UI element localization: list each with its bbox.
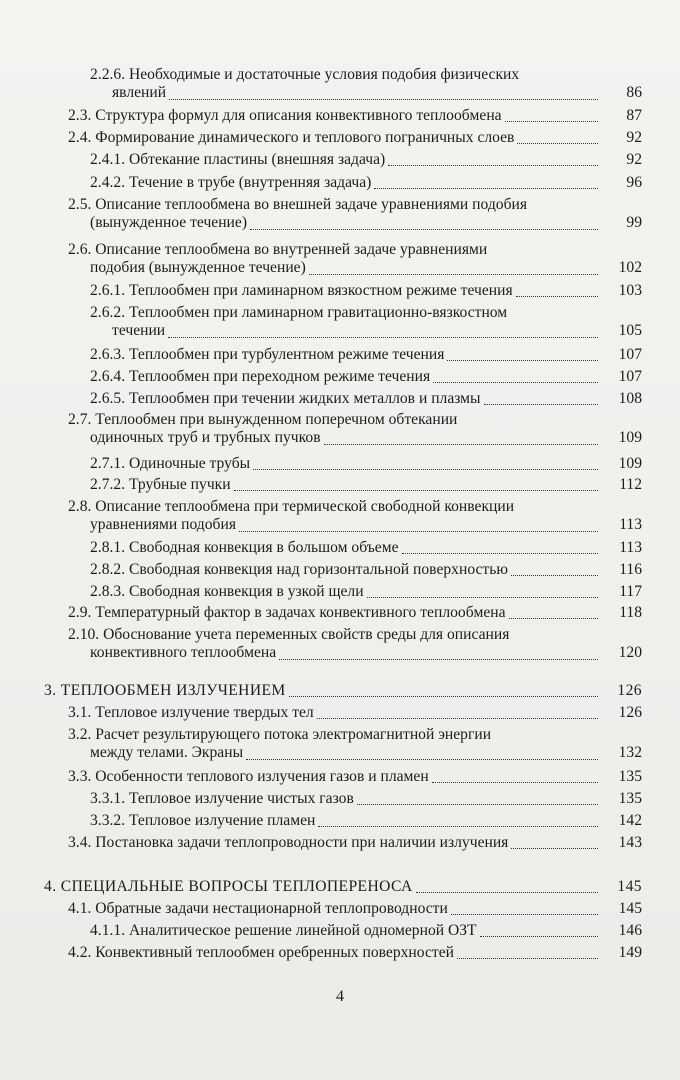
toc-entry-page: 109 bbox=[618, 429, 642, 447]
toc-entry bbox=[0, 498, 680, 535]
toc-entry-page: 112 bbox=[619, 476, 642, 493]
dot-leader bbox=[374, 187, 598, 189]
toc-entry-page: 109 bbox=[618, 455, 642, 472]
toc-entry bbox=[0, 66, 680, 103]
dot-leader bbox=[388, 164, 598, 166]
toc-entry bbox=[0, 107, 680, 125]
dot-leader bbox=[509, 617, 598, 619]
toc-entry bbox=[0, 682, 680, 700]
toc-entry-title: 2.6.3. Теплообмен при турбулентном режиме течения bbox=[90, 346, 445, 363]
dot-leader bbox=[451, 913, 598, 915]
toc-entry-page: 142 bbox=[618, 812, 642, 829]
toc-entry-title: 3. ТЕПЛООБМЕН ИЗЛУЧЕНИЕМ bbox=[44, 682, 286, 699]
toc-entry-page: 117 bbox=[619, 583, 642, 600]
dot-leader bbox=[318, 825, 598, 827]
dot-leader bbox=[253, 468, 598, 470]
toc-entry-title: 2.3. Структура формул для описания конвективного теплообмена bbox=[68, 107, 502, 124]
toc-entry bbox=[0, 346, 680, 364]
toc-entry bbox=[0, 129, 680, 147]
dot-leader bbox=[433, 381, 598, 383]
toc-entry-page: 108 bbox=[618, 390, 642, 407]
toc-entry-title: 2.7.1. Одиночные трубы bbox=[90, 455, 251, 472]
toc-entry-page: 96 bbox=[626, 174, 642, 191]
toc-entry-page: 126 bbox=[618, 704, 642, 721]
dot-leader bbox=[484, 403, 598, 405]
toc-entry-page: 113 bbox=[619, 539, 642, 556]
dot-leader bbox=[480, 935, 598, 937]
toc-entry bbox=[0, 196, 680, 233]
toc-entry-title: конвективного теплообмена bbox=[90, 644, 277, 662]
toc-entry bbox=[0, 390, 680, 408]
toc-entry-title: течении bbox=[112, 322, 166, 340]
dot-leader bbox=[246, 758, 598, 760]
toc-entry-title: 3.4. Постановка задачи теплопроводности при наличии излучения bbox=[68, 834, 509, 851]
toc-entry bbox=[0, 282, 680, 300]
toc-entry-page: 145 bbox=[618, 900, 642, 917]
toc-entry-title: одиночных труб и трубных пучков bbox=[90, 429, 321, 447]
toc-entry-title: 2.5. Описание теплообмена во внешней задаче уравнениями подобия bbox=[68, 196, 528, 213]
toc-entry bbox=[0, 900, 680, 918]
toc-entry-title: 4.2. Конвективный теплообмен оребренных поверхностей bbox=[68, 944, 454, 961]
dot-leader bbox=[239, 530, 598, 532]
dot-leader bbox=[457, 957, 598, 959]
toc-entry-page: 107 bbox=[618, 368, 642, 385]
toc-entry-title: 2.6.5. Теплообмен при течении жидких металлов и плазмы bbox=[90, 390, 481, 407]
toc-entry-title: 2.8.1. Свободная конвекция в большом объеме bbox=[90, 539, 399, 556]
toc-entry bbox=[0, 704, 680, 722]
toc-entry-title: 3.3.1. Тепловое излучение чистых газов bbox=[90, 790, 354, 807]
toc-entry-page: 132 bbox=[618, 744, 642, 762]
dot-leader bbox=[516, 295, 598, 297]
toc-entry-page: 107 bbox=[618, 346, 642, 363]
toc-entry-title: 3.3. Особенности теплового излучения газов и пламен bbox=[68, 768, 429, 785]
toc-entry bbox=[0, 726, 680, 763]
toc-entry-title: 2.4. Формирование динамического и теплового пограничных слоев bbox=[68, 129, 515, 146]
toc-entry-page: 120 bbox=[618, 644, 642, 662]
toc-entry-title: 2.6.4. Теплообмен при переходном режиме течения bbox=[90, 368, 431, 385]
toc-entry bbox=[0, 151, 680, 169]
page-number: 4 bbox=[336, 988, 344, 1005]
toc-entry bbox=[0, 304, 680, 341]
dot-leader bbox=[250, 228, 598, 230]
toc-entry bbox=[0, 922, 680, 940]
toc-entry-page: 105 bbox=[618, 322, 642, 340]
toc-entry-title: 3.3.2. Тепловое излучение пламен bbox=[90, 812, 316, 829]
toc-entry-page: 149 bbox=[618, 944, 642, 961]
dot-leader bbox=[279, 658, 598, 660]
toc-entry bbox=[0, 790, 680, 808]
dot-leader bbox=[169, 98, 598, 100]
toc-entry bbox=[0, 768, 680, 786]
toc-entry-page: 135 bbox=[618, 790, 642, 807]
toc-entry bbox=[0, 583, 680, 601]
toc-entry-page: 103 bbox=[618, 282, 642, 299]
toc-entry-title: 2.6.2. Теплообмен при ламинарном гравитационно-вязкостном bbox=[90, 304, 508, 321]
toc-entry-page: 145 bbox=[617, 878, 642, 895]
toc-entry-page: 99 bbox=[626, 214, 642, 232]
toc-entry-page: 92 bbox=[626, 151, 642, 168]
toc-entry-title: между телами. Экраны bbox=[90, 744, 244, 762]
toc-entry-title: 2.6.1. Теплообмен при ламинарном вязкостном режиме течения bbox=[90, 282, 513, 299]
toc-entry-title: 2.2.6. Необходимые и достаточные условия подобия физических bbox=[90, 66, 520, 83]
toc-entry-title: 2.4.2. Течение в трубе (внутренняя задача) bbox=[90, 174, 372, 191]
toc-entry-title: 2.8. Описание теплообмена при термической свободной конвекции bbox=[68, 498, 515, 515]
toc-entry bbox=[0, 476, 680, 494]
toc-entry-page: 92 bbox=[626, 129, 642, 146]
toc-entry bbox=[0, 241, 680, 278]
dot-leader bbox=[234, 489, 598, 491]
toc-entry bbox=[0, 812, 680, 830]
dot-leader bbox=[367, 596, 598, 598]
toc-entry-page: 102 bbox=[618, 259, 642, 277]
toc-entry-title: 2.4.1. Обтекание пластины (внешняя задача) bbox=[90, 151, 386, 168]
toc-entry-page: 118 bbox=[619, 604, 642, 621]
toc-entry-title: 2.8.2. Свободная конвекция над горизонтальной поверхностью bbox=[90, 561, 509, 578]
toc-entry bbox=[0, 944, 680, 962]
toc-entry bbox=[0, 455, 680, 473]
dot-leader bbox=[402, 552, 598, 554]
toc-entry-page: 116 bbox=[619, 561, 642, 578]
toc-entry-page: 146 bbox=[618, 922, 642, 939]
toc-entry-page: 87 bbox=[626, 107, 642, 124]
toc-entry-title: уравнениями подобия bbox=[90, 516, 236, 534]
toc-entry-title: 2.7.2. Трубные пучки bbox=[90, 476, 231, 493]
toc-entry bbox=[0, 604, 680, 622]
dot-leader bbox=[511, 574, 598, 576]
toc-entry-title: 2.9. Температурный фактор в задачах конвективного теплообмена bbox=[68, 604, 506, 621]
toc-entry-title: явлений bbox=[112, 84, 167, 102]
toc-entry-title: 2.7. Теплообмен при вынужденном поперечном обтекании bbox=[68, 411, 458, 428]
toc-entry bbox=[0, 368, 680, 386]
toc-entry-page: 86 bbox=[626, 84, 642, 102]
toc-entry-title: 3.2. Расчет результирующего потока электромагнитной энергии bbox=[68, 726, 492, 743]
dot-leader bbox=[289, 695, 598, 697]
toc-entry bbox=[0, 174, 680, 192]
toc-entry-title: подобия (вынужденное течение) bbox=[90, 259, 306, 277]
toc-entry-title: 2.8.3. Свободная конвекция в узкой щели bbox=[90, 583, 364, 600]
toc-entry-title: (вынужденное течение) bbox=[90, 214, 248, 232]
toc-entry bbox=[0, 539, 680, 557]
toc-entry bbox=[0, 878, 680, 896]
dot-leader bbox=[168, 336, 598, 338]
dot-leader bbox=[505, 120, 598, 122]
toc-entry bbox=[0, 411, 680, 448]
dot-leader bbox=[447, 359, 598, 361]
toc-entry-page: 126 bbox=[617, 682, 642, 699]
dot-leader bbox=[432, 781, 598, 783]
dot-leader bbox=[324, 443, 598, 445]
dot-leader bbox=[511, 847, 598, 849]
toc-entry-title: 4. СПЕЦИАЛЬНЫЕ ВОПРОСЫ ТЕПЛОПЕРЕНОСА bbox=[44, 878, 413, 895]
toc-entry-title: 2.10. Обоснование учета переменных свойств среды для описания bbox=[68, 626, 510, 643]
dot-leader bbox=[317, 717, 598, 719]
toc-entry-page: 135 bbox=[618, 768, 642, 785]
toc-entry bbox=[0, 834, 680, 852]
dot-leader bbox=[357, 803, 598, 805]
toc-entry bbox=[0, 626, 680, 663]
toc-entry-title: 4.1.1. Аналитическое решение линейной одномерной ОЗТ bbox=[90, 922, 477, 939]
toc-entry-title: 3.1. Тепловое излучение твердых тел bbox=[68, 704, 314, 721]
toc-entry-title: 2.6. Описание теплообмена во внутренней задаче уравнениями bbox=[68, 241, 488, 258]
dot-leader bbox=[309, 273, 598, 275]
toc-entry-title: 4.1. Обратные задачи нестационарной теплопроводности bbox=[68, 900, 448, 917]
toc-entry-page: 113 bbox=[619, 516, 642, 534]
toc-entry bbox=[0, 561, 680, 579]
dot-leader bbox=[517, 142, 598, 144]
toc-entry-page: 143 bbox=[618, 834, 642, 851]
dot-leader bbox=[416, 891, 598, 893]
